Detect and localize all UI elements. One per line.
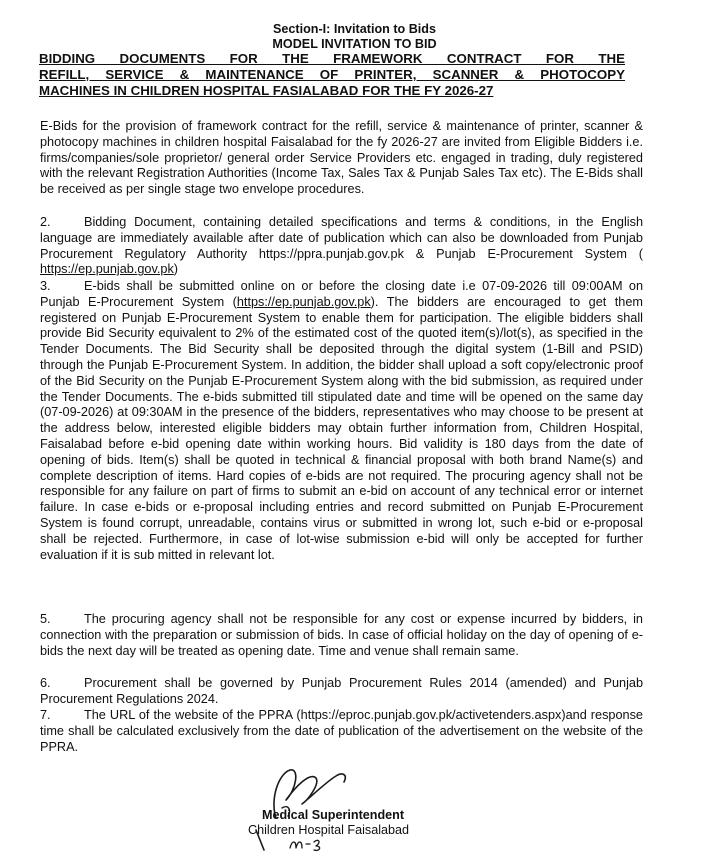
paragraph-2 (40, 215, 643, 278)
paragraph-text: The procuring agency shall not be responsible for any cost or expense incurred by bidders, in connection with the preparation or submission of bids. In case of official holiday on the day of opening of e-bids the next day will be treated as opening date. Time and venue shall remain same. (40, 612, 643, 658)
paragraph-text: Procurement shall be governed by Punjab Procurement Rules 2014 (amended) and Punjab Procurement Regulations 2024. (40, 676, 643, 706)
paragraph-1: E-Bids for the provision of framework contract for the refill, service & maintenance of printer, scanner & photocopy machines in children hospital Faisalabad for the fy 2026-27 are invited from Eligible Bidders i.e. firms/companies/sole proprietor/ general order Service Providers etc. engaged in trading, duly registered with the relevant Registration Authorities (Income Tax, Sales Tax & Punjab Sales Tax etc). The E-Bids shall be received as per single stage two envelope procedures. (40, 119, 643, 197)
paragraph-3 (40, 279, 643, 563)
paragraph-number: 7. (40, 708, 51, 722)
handwritten-signature (252, 760, 362, 852)
signatory-organization: Children Hospital Faisalabad (248, 823, 410, 837)
paragraph-text: The URL of the website of the PPRA (https://eproc.punjab.gov.pk/activetenders.aspx)and response time shall be calculated exclusively from the date of publication of the advertisement on the website of the PPRA. (40, 708, 643, 754)
ep-punjab-link[interactable]: https://ep.punjab.gov.pk (236, 294, 371, 309)
paragraph-text: ). The bidders are encouraged to get them registered on Punjab E-Procurement System to enable them for participation. The eligible bidders shall provide Bid Security equivalent to 2% of the estimated cost of the quoted item(s)/lot(s), as specified in the Tender Documents. The Bid Security shall be deposited through the digital system (1-Bill and PSID) through the Punjab E-Procurement System. In addition, the bidder shall upload a soft copy/electronic proof of the Bid Security on the Punjab E-Procurement System along with the bid submission, as required under the Tender Documents. The e-bids submitted till stipulated date and time will be opened on the same day (07-09-2026) at 09:30AM in the presence of the bidders, representatives who may choose to be present at the address below, interested eligible bidders may obtain further information from, Children Hospital, Faisalabad before e-bid opening date within working hours. Bid validity is 180 days from the date of opening of bids. Item(s) shall be quoted in technical & financial proposal with both brand Name(s) and complete description of items. Hard copies of e-bids are not required. The procuring agency shall not be responsible for any failure on part of firms to submit an e-bid on account of any technical error or internet failure. In case e-bids or e-proposal including entries and record submitted on Punjab E-Procurement System is found corrupt, unreadable, contains virus or submitted in wrong lot, such e-bid or e-proposal shall be rejected. Furthermore, in case of lot-wise submission e-bid will only be accepted for further evaluation if it is sub mitted in relevant lot. (40, 294, 643, 562)
paragraph-number: 6. (40, 676, 51, 690)
paragraph-text-end: ) (173, 262, 179, 277)
paragraph-7 (40, 708, 643, 755)
section-heading: Section-I: Invitation to Bids (272, 22, 437, 36)
paragraph-number: 3. (40, 279, 51, 293)
title-line: BIDDING DOCUMENTS FOR THE FRAMEWORK CONTRACT FOR THE (39, 51, 625, 66)
ep-punjab-link[interactable]: https://ep.punjab.gov.pk (40, 262, 174, 277)
paragraph-6 (40, 676, 643, 708)
paragraph-text: Bidding Document, containing detailed specifications and terms & conditions, in the English language are immediately available after date of publication which can also be downloaded from Punjab Procurement Regulatory Authority https://ppra.punjab.gov.pk & Punjab E-Procurement System ( (40, 215, 643, 261)
paragraph-number: 2. (40, 215, 51, 229)
paragraph-number: 5. (40, 612, 51, 626)
title-line: MACHINES IN CHILDREN HOSPITAL FASIALABAD FOR THE FY 2026-27 (39, 82, 494, 98)
title-line: REFILL, SERVICE & MAINTENANCE OF PRINTER, SCANNER & PHOTOCOPY (39, 66, 625, 82)
paragraph-text: E-bids shall be submitted online on or before the closing date i.e 07-09-2026 till 09:00AM on Punjab E-Procurement System ( (40, 279, 643, 309)
signatory-title: Medical Superintendent (262, 808, 405, 822)
document-heading: MODEL INVITATION TO BID (272, 37, 437, 51)
document-title (39, 51, 625, 98)
paragraph-5 (40, 612, 643, 659)
